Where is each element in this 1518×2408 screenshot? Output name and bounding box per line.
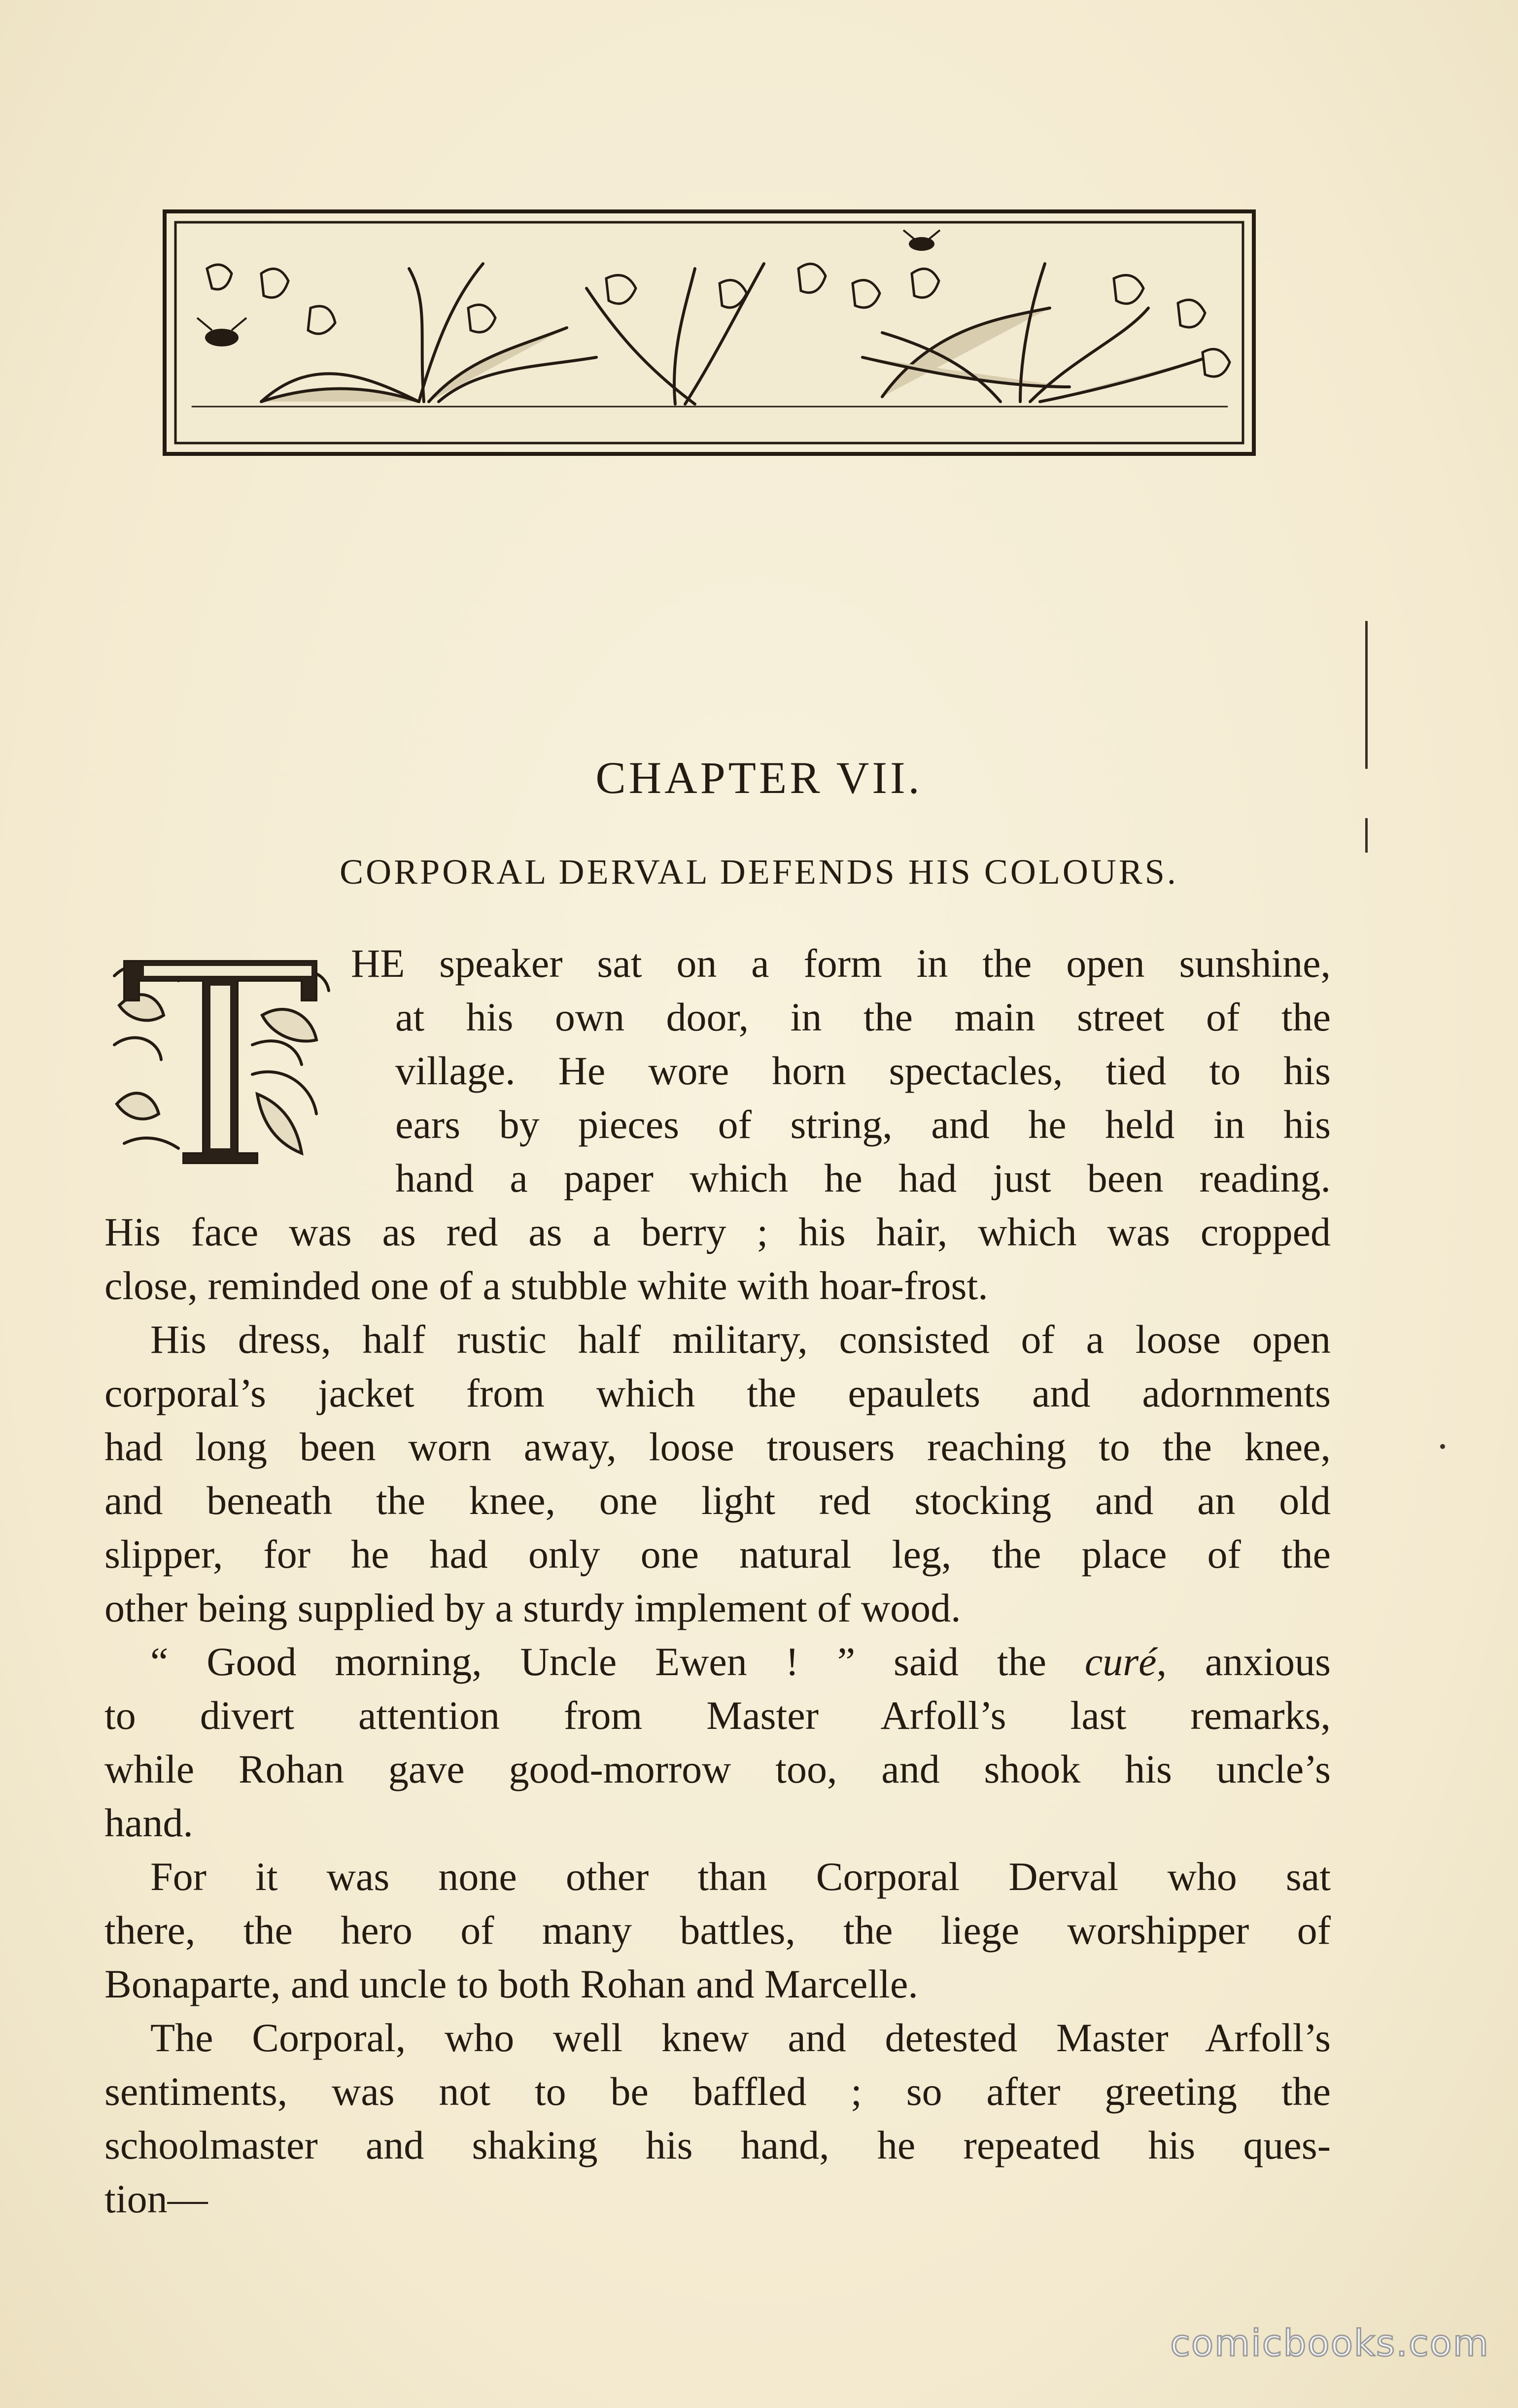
text-line-with-italic bbox=[150, 1637, 1331, 1686]
text-line: at his own door, in the main street of the bbox=[395, 995, 1331, 1039]
snowdrop-headpiece-icon bbox=[163, 209, 1256, 456]
margin-rule bbox=[1365, 818, 1368, 853]
text-line: and beneath the knee, one light red stocking and an old bbox=[104, 1478, 1331, 1523]
italic-word: curé bbox=[1084, 1639, 1157, 1684]
text-line: hand a paper which he had just been reading. bbox=[395, 1156, 1331, 1201]
text-line: had long been worn away, loose trousers reaching to the knee, bbox=[104, 1424, 1331, 1469]
text-line: For it was none other than Corporal Derval who sat bbox=[150, 1854, 1331, 1899]
chapter-title: CHAPTER VII. bbox=[595, 753, 923, 803]
text-line: HE speaker sat on a form in the open sunshine, bbox=[351, 941, 1331, 986]
text-line-end: , anxious bbox=[1156, 1639, 1331, 1684]
watermark-logo: comicbooks.com bbox=[1170, 2322, 1489, 2365]
text-line: His dress, half rustic half military, consisted of a loose open bbox=[150, 1317, 1331, 1362]
text-line: corporal’s jacket from which the epaulets and adornments bbox=[104, 1371, 1331, 1415]
text-line: village. He wore horn spectacles, tied to his bbox=[395, 1048, 1331, 1093]
text-line: while Rohan gave good-morrow too, and shook his uncle’s bbox=[104, 1747, 1331, 1791]
text-line: tion— bbox=[104, 2176, 208, 2221]
text-line: there, the hero of many battles, the liege worshipper of bbox=[104, 1908, 1331, 1953]
text-line: slipper, for he had only one natural leg, the place of the bbox=[104, 1532, 1331, 1577]
margin-rule bbox=[1365, 621, 1368, 769]
text-line: other being supplied by a sturdy implement of wood. bbox=[104, 1585, 961, 1630]
text-line: to divert attention from Master Arfoll’s last remarks, bbox=[104, 1693, 1331, 1738]
margin-dot bbox=[1440, 1444, 1445, 1449]
text-line: hand. bbox=[104, 1800, 193, 1845]
text-line: ears by pieces of string, and he held in his bbox=[395, 1102, 1331, 1147]
text-line: Bonaparte, and uncle to both Rohan and Marcelle. bbox=[104, 1961, 918, 2006]
text-line: schoolmaster and shaking his hand, he repeated his ques- bbox=[104, 2123, 1331, 2167]
text-line: The Corporal, who well knew and detested Master Arfoll’s bbox=[150, 2015, 1331, 2060]
chapter-subtitle: CORPORAL DERVAL DEFENDS HIS COLOURS. bbox=[340, 852, 1178, 892]
text-line-start: “ Good morning, Uncle Ewen ! ” said the bbox=[150, 1639, 1085, 1684]
ornamental-drop-cap-icon bbox=[104, 946, 336, 1178]
text-line: His face was as red as a berry ; his hair, which was cropped bbox=[104, 1209, 1331, 1254]
text-line: sentiments, was not to be baffled ; so after greeting the bbox=[104, 2069, 1331, 2114]
text-line: close, reminded one of a stubble white with hoar-frost. bbox=[104, 1263, 988, 1308]
